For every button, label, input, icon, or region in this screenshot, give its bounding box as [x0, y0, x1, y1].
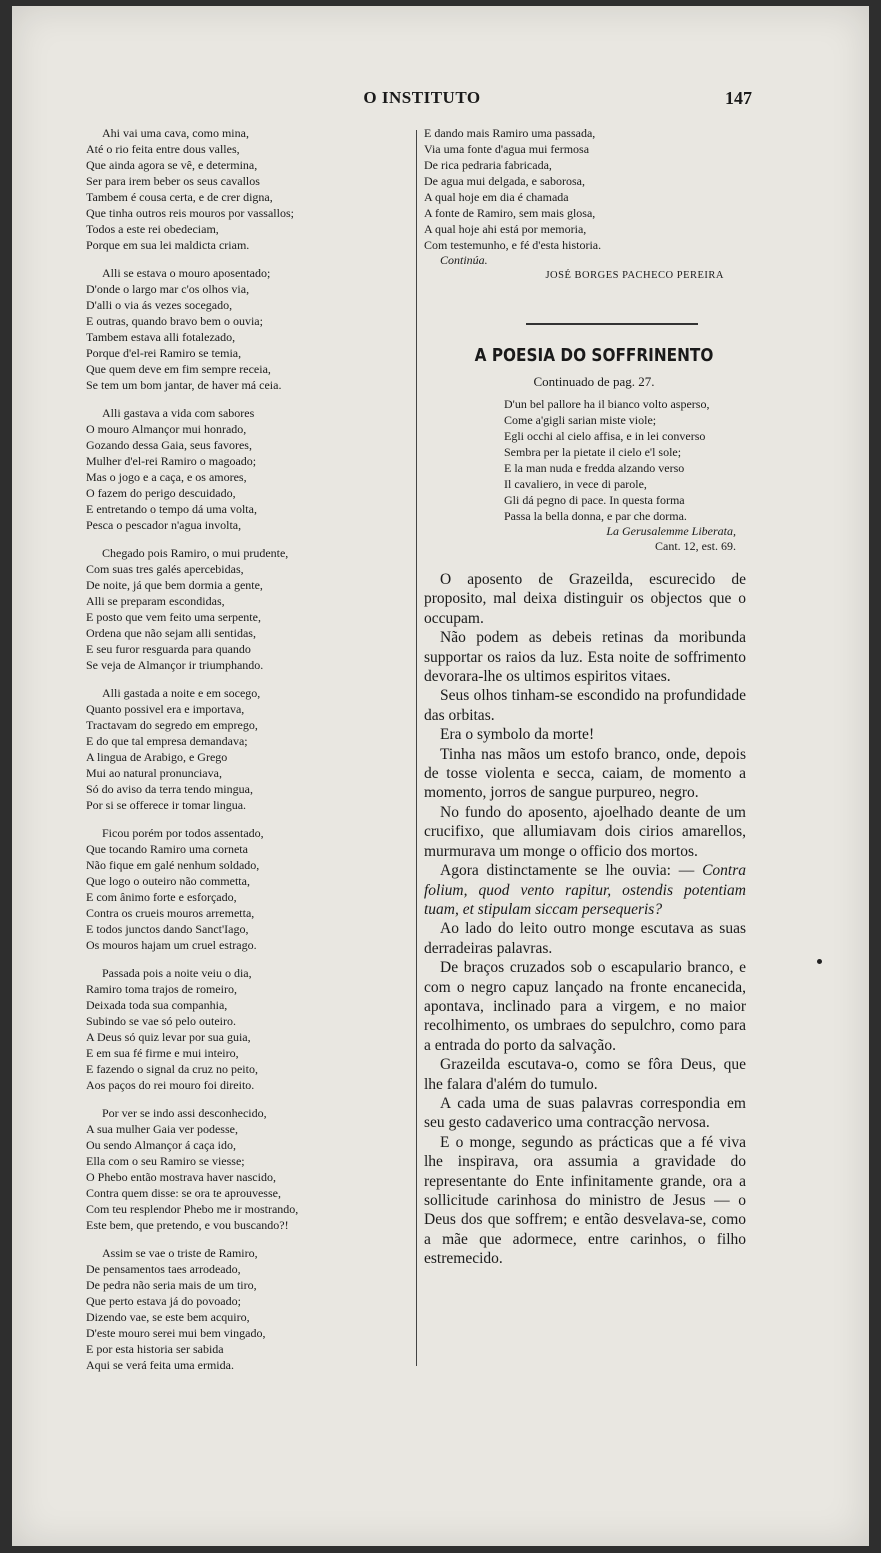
epigraph-line: D'un bel pallore ha il bianco volto asperso,	[504, 397, 710, 411]
verse-line: Que quem deve em fim sempre receia,	[86, 362, 271, 376]
verse-line: Ella com o seu Ramiro se viesse;	[86, 1154, 245, 1168]
verse-line: Ser para irem beber os seus cavallos	[86, 174, 260, 188]
verse-line: Gozando dessa Gaia, seus favores,	[86, 438, 252, 452]
verse-line: Via uma fonte d'agua mui fermosa	[424, 142, 590, 156]
epigraph-line: Come a'gigli sarian miste viole;	[504, 413, 657, 427]
paragraph: Era o symbolo da morte!	[440, 726, 595, 744]
verse-line: Este bem, que pretendo, e vou buscando?!	[86, 1218, 289, 1232]
verse-line: Que logo o outeiro não commetta,	[86, 874, 250, 888]
verse-line: Até o rio feita entre dous valles,	[86, 142, 240, 156]
verse-line: Mui ao natural pronunciava,	[86, 766, 222, 780]
verse-line: E fazendo o signal da cruz no peito,	[86, 1062, 258, 1076]
verse-line: Quanto possivel era e importava,	[86, 702, 245, 716]
verse-line: E por esta historia ser sabida	[86, 1342, 224, 1356]
article-body	[424, 570, 746, 1269]
page-number: 147	[725, 88, 752, 108]
paragraph: De braços cruzados sob o escapulario branco, e com o negro capuz lançado na fronte encanecida, apontava, inclinado para a virgem, e no maior recolhimento, os umbraes do sepulchro, como para a entrada do porto da salvação.	[424, 959, 746, 1054]
verse-line: E do que tal empresa demandava;	[86, 734, 248, 748]
stanza	[86, 1105, 396, 1233]
continua-note: Continúa.	[440, 253, 488, 267]
stanza	[86, 965, 396, 1093]
verse-line: De rica pedraria fabricada,	[424, 158, 552, 172]
verse-line: Mulher d'el-rei Ramiro o magoado;	[86, 454, 257, 468]
verse-line: O Phebo então mostrava haver nascido,	[86, 1170, 276, 1184]
verse-line: Só do aviso da terra tendo mingua,	[86, 782, 253, 796]
verse-line: Ficou porém por todos assentado,	[102, 826, 264, 840]
verse-line: Não fique em galé nenhum soldado,	[86, 858, 260, 872]
verse-line: A fonte de Ramiro, sem mais glosa,	[424, 206, 596, 220]
verse-line: Todos a este rei obedeciam,	[86, 222, 219, 236]
left-column-poem	[86, 125, 396, 1385]
paragraph: Ao lado do leito outro monge escutava as suas derradeiras palavras.	[424, 920, 746, 957]
verse-line: D'este mouro serei mui bem vingado,	[86, 1326, 266, 1340]
verse-line: De pensamentos taes arrodeado,	[86, 1262, 241, 1276]
verse-line: Tractavam do segredo em emprego,	[86, 718, 258, 732]
verse-line: O mouro Almançor mui honrado,	[86, 422, 247, 436]
verse-line: Ramiro toma trajos de romeiro,	[86, 982, 237, 996]
verse-line: Ou sendo Almançor á caça ido,	[86, 1138, 236, 1152]
verse-line: De pedra não seria mais de um tiro,	[86, 1278, 257, 1292]
verse-line: A qual hoje em dia é chamada	[424, 190, 569, 204]
page-header-title: O INSTITUTO	[363, 88, 481, 107]
epigraph-line: Sembra per la pietate il cielo e'l sole;	[504, 445, 682, 459]
verse-line: Que ainda agora se vê, e determina,	[86, 158, 258, 172]
verse-line: Chegado pois Ramiro, o mui prudente,	[102, 546, 289, 560]
verse-line: A sua mulher Gaia ver podesse,	[86, 1122, 238, 1136]
continued-note: Continuado de pag. 27.	[533, 374, 655, 389]
paragraph: No fundo do aposento, ajoelhado deante de um crucifixo, que allumiavam dois cirios amarellos, murmurava um monge o officio dos mortos.	[424, 803, 746, 860]
epigraph-line: Passa la bella donna, e par che dorma.	[504, 509, 687, 523]
verse-line: Que tinha outros reis mouros por vassallos;	[86, 206, 294, 220]
paragraph: Grazeilda escutava-o, como se fôra Deus, que lhe falara d'além do tumulo.	[424, 1056, 746, 1093]
verse-line: Que perto estava já do povoado;	[86, 1294, 241, 1308]
epigraph-line: Il cavaliero, in vece di parole,	[504, 477, 647, 491]
verse-line: Se veja de Almançor ir triumphando.	[86, 658, 264, 672]
epigraph-source	[424, 524, 764, 554]
article-title: A POESIA DO SOFFRINENTO	[474, 345, 714, 366]
paragraph: Seus olhos tinham-se escondido na profundidade das orbitas.	[424, 687, 746, 724]
verse-line: Mas o jogo e a caça, e os amores,	[86, 470, 247, 484]
verse-line: D'onde o largo mar c'os olhos via,	[86, 282, 250, 296]
verse-line: E em sua fé firme e mui inteiro,	[86, 1046, 239, 1060]
epigraph-line: Egli occhi al cielo affisa, e in lei converso	[504, 429, 706, 443]
verse-line: A lingua de Arabigo, e Grego	[86, 750, 228, 764]
verse-line: Pesca o pescador n'agua involta,	[86, 518, 242, 532]
verse-line: Porque d'el-rei Ramiro se temia,	[86, 346, 242, 360]
paragraph: Agora distinctamente se lhe ouvia: — Contra folium, quod vento rapitur, ostendis potentiam tuam, et stipulam siccam persequeris?	[424, 862, 746, 918]
verse-line: Por ver se indo assi desconhecido,	[102, 1106, 267, 1120]
verse-line: Ahi vai uma cava, como mina,	[102, 126, 249, 140]
epigraph	[424, 396, 764, 524]
verse-line: A Deus só quiz levar por sua guia,	[86, 1030, 251, 1044]
epigraph-line: Gli dá pegno di pace. In questa forma	[504, 493, 685, 507]
verse-line: Dizendo vae, se este bem acquiro,	[86, 1310, 250, 1324]
verse-line: E dando mais Ramiro uma passada,	[424, 126, 596, 140]
newspaper-page	[12, 6, 869, 1546]
verse-line: Que tocando Ramiro uma corneta	[86, 842, 248, 856]
latin-quote: Contra folium, quod vento rapitur, ostendis potentiam tuam, et stipulam siccam persequeris?	[424, 862, 746, 918]
verse-line: Com teu resplendor Phebo me ir mostrando,	[86, 1202, 299, 1216]
right-column	[424, 125, 764, 1269]
paragraph: A cada uma de suas palavras correspondia em seu gesto cadaverico uma contracção nervosa.	[424, 1094, 746, 1132]
section-rule	[526, 323, 698, 325]
verse-line: E posto que vem feito uma serpente,	[86, 610, 261, 624]
verse-line: Aqui se verá feita uma ermida.	[86, 1358, 234, 1372]
epigraph-reference: Cant. 12, est. 69.	[655, 539, 736, 553]
paragraph: O aposento de Grazeilda, escurecido de proposito, mal deixa distinguir os objectos que o occupam.	[424, 571, 746, 627]
verse-line: Contra os crueis mouros arremetta,	[86, 906, 255, 920]
verse-line: E seu furor resguarda para quando	[86, 642, 251, 656]
stanza	[86, 405, 396, 533]
verse-line: A qual hoje ahi está por memoria,	[424, 222, 587, 236]
stanza	[86, 125, 396, 253]
poem-continuation	[424, 125, 764, 253]
verse-line: Ordena que não sejam alli sentidas,	[86, 626, 256, 640]
verse-line: Porque em sua lei maldicta criam.	[86, 238, 250, 252]
verse-line: E todos junctos dando Sanct'Iago,	[86, 922, 249, 936]
verse-line: Subindo se vae só pelo outeiro.	[86, 1014, 236, 1028]
verse-line: Deixada toda sua companhia,	[86, 998, 228, 1012]
verse-line: Tambem é cousa certa, e de crer digna,	[86, 190, 273, 204]
epigraph-line: E la man nuda e fredda alzando verso	[504, 461, 685, 475]
verse-line: De agua mui delgada, e saborosa,	[424, 174, 585, 188]
paragraph: E o monge, segundo as prácticas que a fé viva lhe inspirava, ora assumia a gravidade do representante do Ente infinitamente grande, ora a sollicitude carinhosa do ministro de Jesus — o Deus dos que soffrem; e então desvelava-se, como a mãe que adormece, entre carinhos, o filho estremecido.	[424, 1133, 746, 1268]
verse-line: Alli se estava o mouro aposentado;	[102, 266, 271, 280]
stanza	[86, 685, 396, 813]
verse-line: Tambem estava alli fotalezado,	[86, 330, 236, 344]
verse-line: E entretando o tempo dá uma volta,	[86, 502, 257, 516]
verse-line: Com testemunho, e fé d'esta historia.	[424, 238, 602, 252]
verse-line: Aos paços do rei mouro foi direito.	[86, 1078, 255, 1092]
verse-line: Os mouros hajam um cruel estrago.	[86, 938, 257, 952]
verse-line: Contra quem disse: se ora te aprouvesse,	[86, 1186, 281, 1200]
paragraph: Não podem as debeis retinas da moribunda supportar os raios da luz. Esta noite de soffrimento devorara-lhe os ultimos espiritos vitaes.	[424, 629, 746, 686]
verse-line: Alli gastada a noite e em socego,	[102, 686, 261, 700]
epigraph-work: La Gerusalemme Liberata,	[606, 524, 736, 538]
verse-line: De noite, já que bem dormia a gente,	[86, 578, 263, 592]
verse-line: Alli gastava a vida com sabores	[102, 406, 255, 420]
stanza	[86, 545, 396, 673]
stanza	[86, 825, 396, 953]
verse-line: E outras, quando bravo bem o ouvia;	[86, 314, 263, 328]
verse-line: O fazem do perigo descuidado,	[86, 486, 236, 500]
author-signature: JOSÉ BORGES PACHECO PEREIRA	[545, 270, 724, 281]
verse-line: D'alli o via ás vezes socegado,	[86, 298, 233, 312]
paragraph: Tinha nas mãos um estofo branco, onde, depois de tosse violenta e secca, caiam, de momento a momento, jorros de sangue purpureo, negro.	[424, 745, 746, 802]
verse-line: Por si se offerece ir tomar lingua.	[86, 798, 247, 812]
verse-line: Assim se vae o triste de Ramiro,	[102, 1246, 258, 1260]
verse-line: E com ânimo forte e esforçado,	[86, 890, 237, 904]
stanza	[86, 265, 396, 393]
verse-line: Alli se preparam escondidas,	[86, 594, 225, 608]
verse-line: Passada pois a noite veiu o dia,	[102, 966, 252, 980]
verse-line: Com suas tres galés apercebidas,	[86, 562, 244, 576]
stray-mark	[817, 959, 822, 964]
stanza	[86, 1245, 396, 1373]
column-divider	[416, 130, 417, 1366]
verse-line: Se tem um bom jantar, de haver má ceia.	[86, 378, 282, 392]
